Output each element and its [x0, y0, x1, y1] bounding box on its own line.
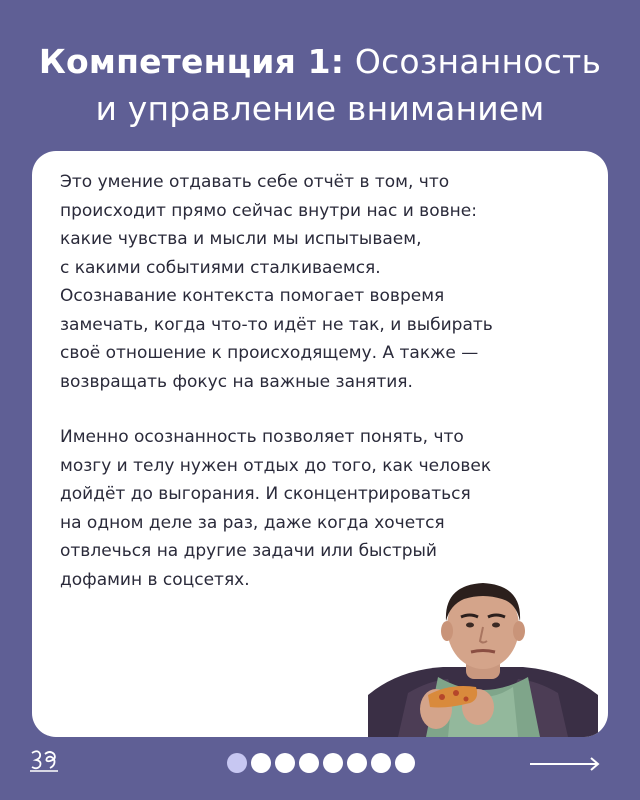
paragraph-1: Это умение отдавать себе отчёт в том, что происходит прямо сейчас внутри нас и вовне: какие чувства и мысли мы испытываем, с какими событиями сталкиваемся. Осознавание контекста помогает вовремя замечать, когда что-то идёт не так, и выбирать своё отношение к происходящему. А также — возвращать фокус на важные занятия.	[60, 172, 493, 392]
arrow-right-icon[interactable]	[528, 754, 602, 774]
page-dot-2[interactable]	[251, 753, 271, 773]
page-dot-5[interactable]	[323, 753, 343, 773]
paragraph-2: Именно осознанность позволяет понять, что мозгу и телу нужен отдых до того, как человек дойдёт до выгорания. И сконцентрироваться на одном деле за раз, даже когда хочется отвлечься на другие задачи или быстрый дофамин в соцсетях.	[60, 427, 492, 590]
content-card	[32, 151, 608, 737]
page-dot-6[interactable]	[347, 753, 367, 773]
person-photo	[358, 575, 608, 737]
page-title	[0, 38, 640, 132]
page-dot-3[interactable]	[275, 753, 295, 773]
pagination-dots	[227, 753, 415, 773]
page-dot-4[interactable]	[299, 753, 319, 773]
title-line-2: и управление вниманием	[95, 89, 545, 128]
brand-logo-icon	[30, 749, 60, 773]
title-line-1	[0, 38, 640, 85]
page-dot-7[interactable]	[371, 753, 391, 773]
page-dot-8[interactable]	[395, 753, 415, 773]
title-regular-part: Осознанность	[344, 42, 602, 81]
title-bold-part: Компетенция 1:	[38, 42, 345, 81]
page-dot-1[interactable]	[227, 753, 247, 773]
